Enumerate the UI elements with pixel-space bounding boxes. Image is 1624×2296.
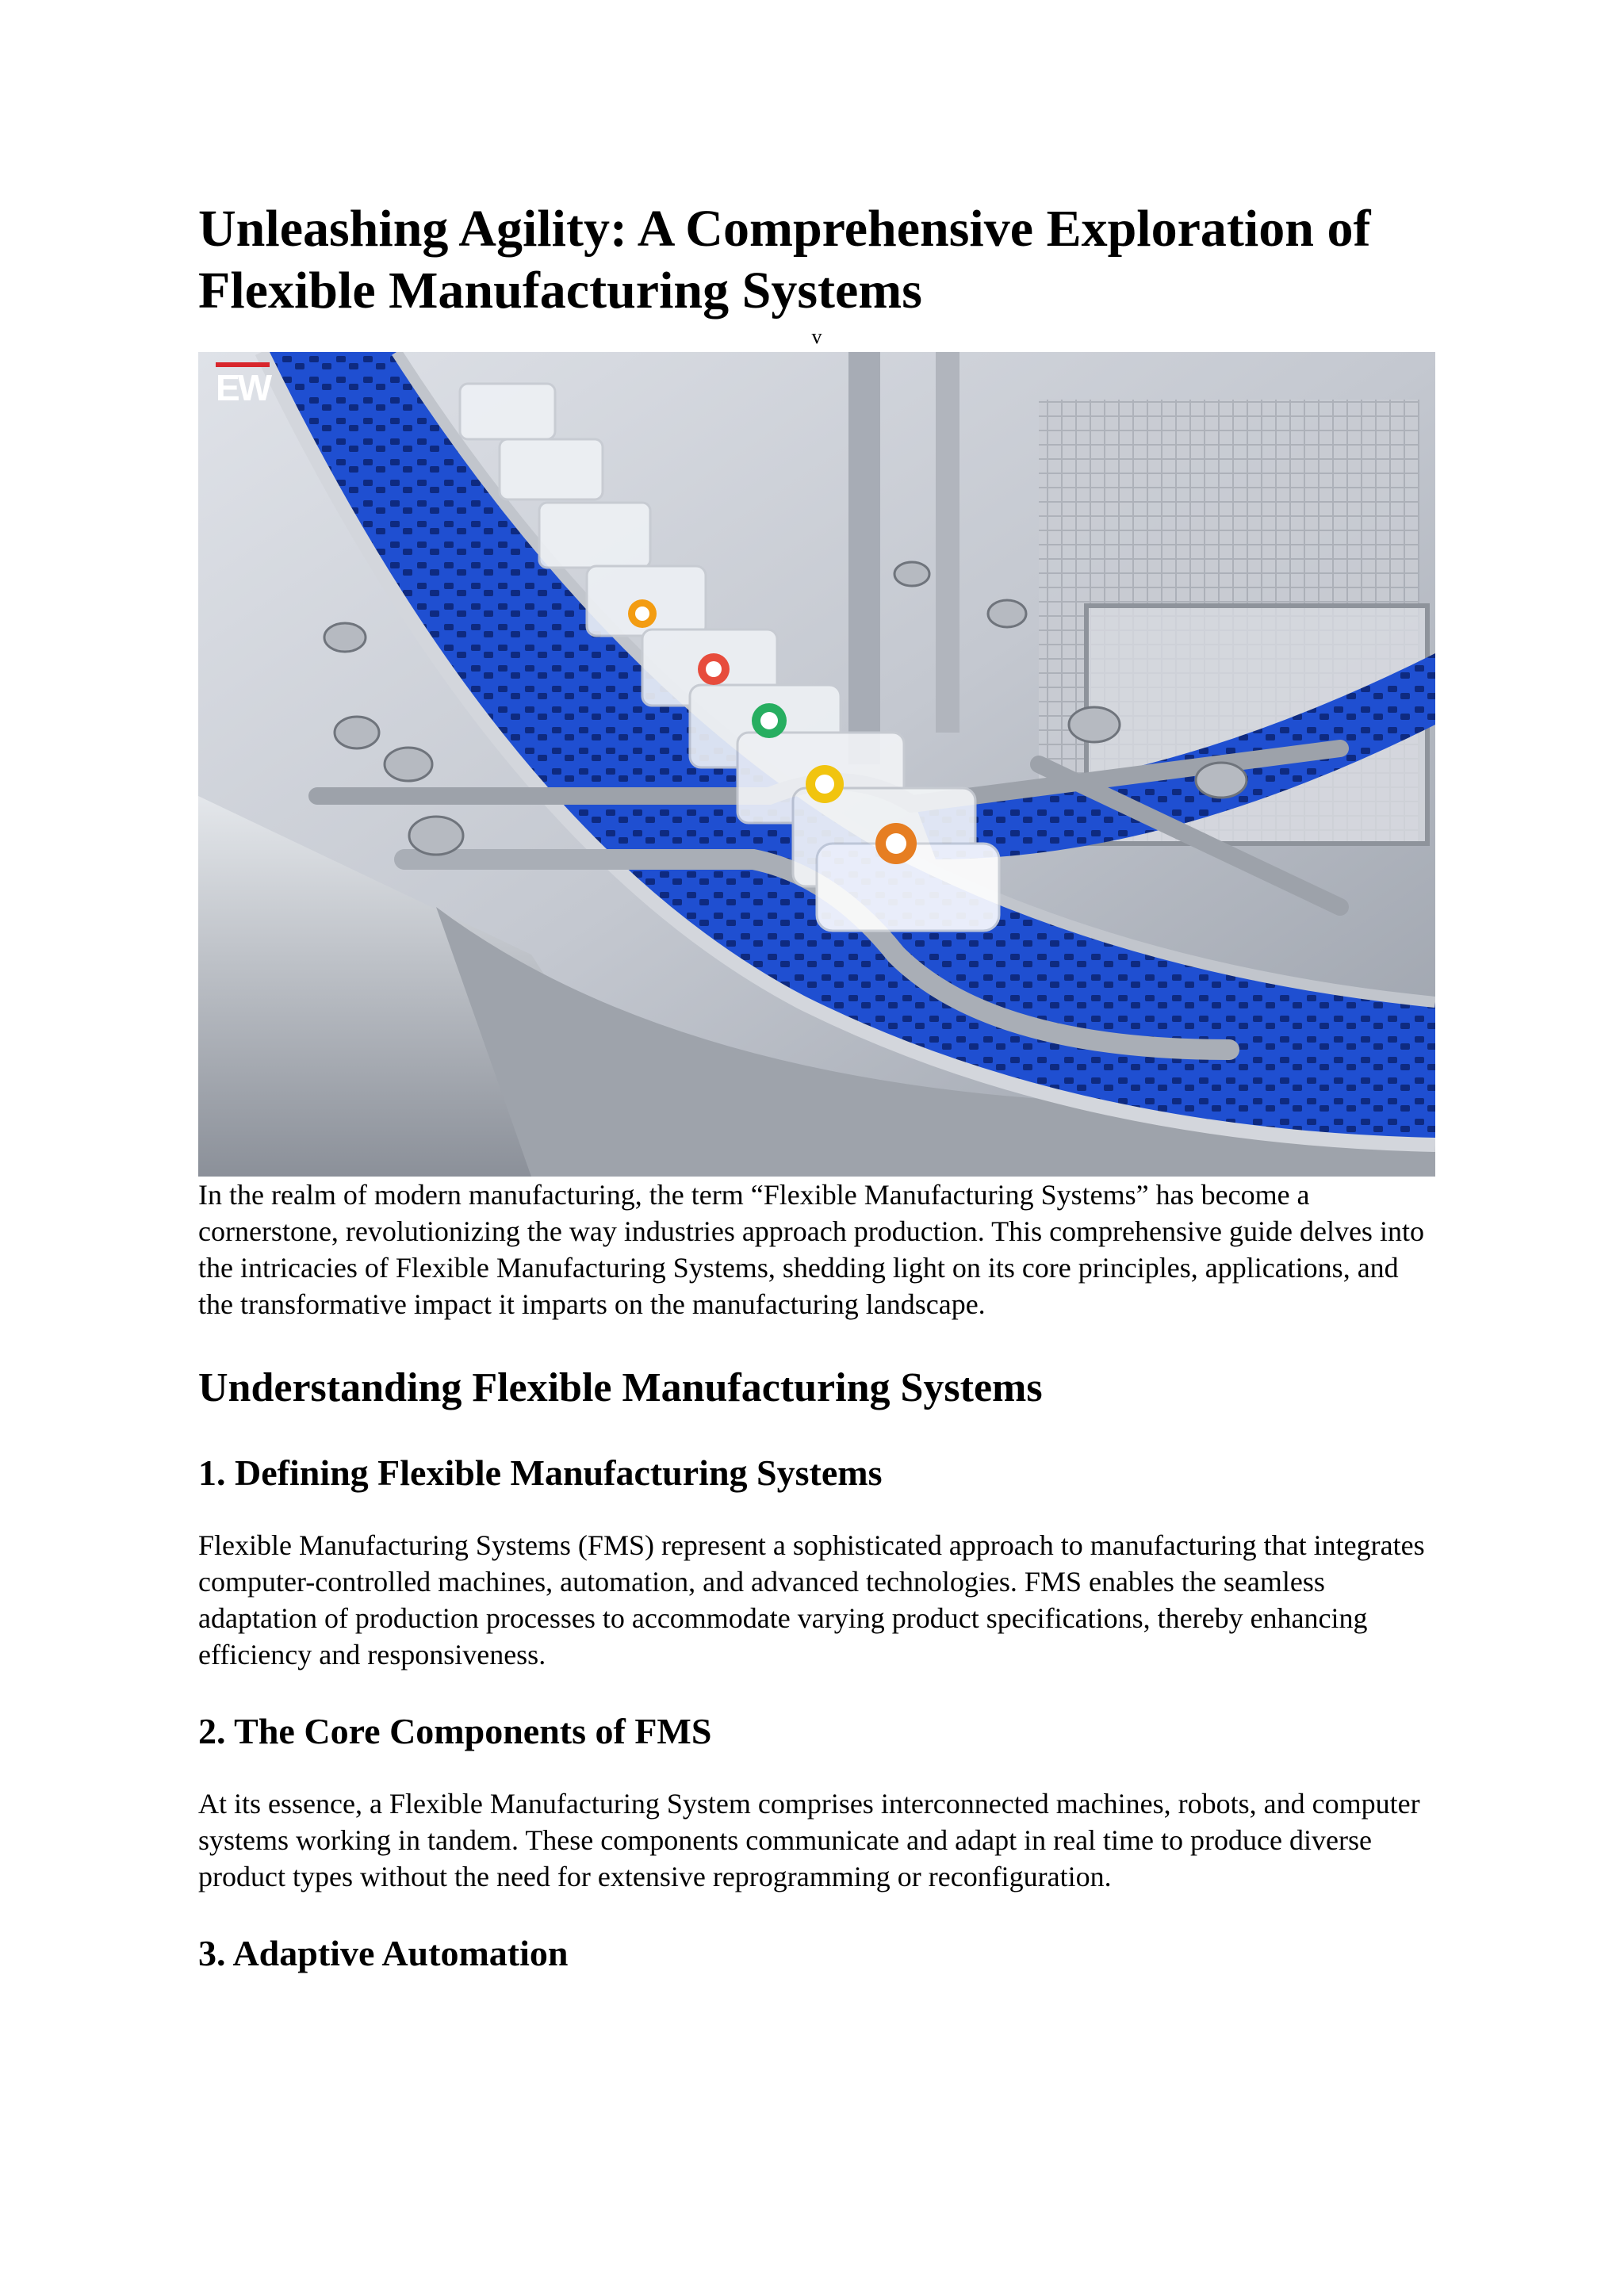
subsection-heading-2: 2. The Core Components of FMS bbox=[198, 1711, 712, 1751]
article-title: Unleashing Agility: A Comprehensive Exploration of Flexible Manufacturing Systems bbox=[198, 200, 1371, 320]
conveyor-belt-photo-icon bbox=[198, 352, 1435, 1177]
intro-paragraph: In the realm of modern manufacturing, the term “Flexible Manufacturing Systems” has become a cornerstone, revolutionizing the way industries approach production. This comprehensive guide delves into the intricacies of Flexible Manufacturing Systems, shedding light on its core principles, applications, and the transformative impact it imparts on the manufacturing landscape. bbox=[198, 1179, 1424, 1320]
document-page bbox=[198, 198, 1435, 1976]
section-heading: Understanding Flexible Manufacturing Systems bbox=[198, 1365, 1043, 1410]
image-caption-mark: v bbox=[811, 325, 822, 348]
subsection-text-2: At its essence, a Flexible Manufacturing System comprises interconnected machines, robots, and computer systems working in tandem. These components communicate and adapt in real time to produce diverse product types without the need for extensive reprogramming or reconfiguration. bbox=[198, 1788, 1420, 1892]
hero-image bbox=[198, 352, 1435, 1177]
subsection-heading-3: 3. Adaptive Automation bbox=[198, 1933, 569, 1973]
brand-logo: EW bbox=[216, 369, 270, 406]
subsection-text-1: Flexible Manufacturing Systems (FMS) represent a sophisticated approach to manufacturing that integrates computer-controlled machines, automation, and advanced technologies. FMS enables the seamless adaptation of production processes to accommodate varying product specifications, thereby enhancing efficiency and responsiveness. bbox=[198, 1529, 1425, 1670]
subsection-heading-1: 1. Defining Flexible Manufacturing Systems bbox=[198, 1452, 883, 1493]
